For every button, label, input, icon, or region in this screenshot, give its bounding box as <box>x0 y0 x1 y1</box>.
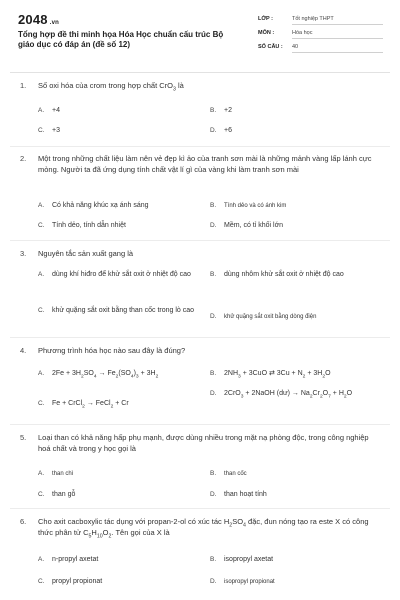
option-c[interactable]: C. Fe + CrCl$_2$ → FeCl$_2$ + Cr <box>38 400 129 410</box>
question-number: 1. <box>20 81 27 90</box>
option-b[interactable]: B. Tính dẻo và có ánh kim <box>210 202 287 209</box>
question-stem <box>20 516 380 538</box>
question-number: 4. <box>20 346 27 355</box>
option-c[interactable]: C. Tính dẻo, tính dẫn nhiệt <box>38 222 126 229</box>
option-a[interactable]: A. $2Fe + 3H_2SO_4 \to Fe_2(SO_4)_3 + 3H_2$ <box>38 370 159 380</box>
option-a[interactable]: A. Có khả năng khúc xạ ánh sáng <box>38 202 149 209</box>
exam-meta <box>258 13 383 55</box>
question-divider <box>10 508 390 509</box>
site-logo[interactable]: 2048 .vn <box>18 12 60 27</box>
question-text: Phương trình hóa học nào sau đây là đúng? <box>38 346 186 355</box>
question-number: 5. <box>20 433 27 442</box>
question-4 <box>20 345 380 410</box>
meta-label: SỐ CÂU : <box>258 44 283 50</box>
question-divider <box>10 424 390 425</box>
question-stem <box>20 345 380 356</box>
option-b[interactable]: B. dùng nhôm khử sắt oxit ở nhiệt độ cao <box>210 271 344 278</box>
question-text: Một trong những chất liệu làm nên vẻ đẹp kì ảo của tranh sơn mài là những mảnh vàng lấp lánh cực mỏng. Người ta đã ứng dụng tính chất vật lí gì của vàng khi làm tranh sơn mài <box>38 154 372 174</box>
question-number: 2. <box>20 154 27 163</box>
option-a[interactable]: A. than chì <box>38 470 74 477</box>
option-b[interactable]: B. $2NH_3 + 3CuO$ ⇄ $3Cu + N_2 + 3H_2O$ <box>210 370 331 380</box>
option-d[interactable]: D. Mềm, có tỉ khối lớn <box>210 222 284 229</box>
meta-underline <box>292 52 383 53</box>
option-b[interactable]: B. isopropyl axetat <box>210 556 274 563</box>
meta-class-row <box>258 13 383 27</box>
option-d[interactable]: D. isopropyl propionat <box>210 578 275 585</box>
option-a[interactable]: A. dùng khí hiđro để khử sắt oxit ở nhiệt độ cao <box>38 271 191 278</box>
option-c[interactable]: C. +3 <box>38 127 60 134</box>
question-stem <box>20 432 380 454</box>
question-stem <box>20 248 380 259</box>
question-stem <box>20 153 380 175</box>
option-b[interactable]: B. +2 <box>210 107 232 114</box>
question-text: Nguyên tắc sản xuất gang là <box>38 249 134 258</box>
option-a[interactable]: A. n-propyl axetat <box>38 556 99 563</box>
question-number: 6. <box>20 517 27 526</box>
option-b[interactable]: B. than cốc <box>210 470 247 477</box>
option-c[interactable]: C. propyl propionat <box>38 578 103 585</box>
meta-value: Hóa học <box>292 30 313 36</box>
option-d[interactable]: D. khử quặng sắt oxit bằng dòng điện <box>210 313 317 320</box>
question-divider <box>10 146 390 147</box>
meta-subject-row <box>258 27 383 41</box>
header-divider <box>10 72 390 73</box>
question-divider <box>10 337 390 338</box>
option-c[interactable]: C. khử quặng sắt oxit bằng than cốc trong lò cao <box>38 307 195 314</box>
meta-label: MÔN : <box>258 30 275 36</box>
question-stem <box>20 80 380 91</box>
meta-underline <box>292 38 383 39</box>
option-d[interactable]: D. 2CrO$_3$ + 2NaOH (dư) → $Na_2Cr_2O_7 + H_2O$ <box>210 390 353 400</box>
meta-underline <box>292 24 383 25</box>
option-d[interactable]: D. than hoạt tính <box>210 491 267 498</box>
header <box>18 12 382 68</box>
meta-value: 40 <box>292 44 299 50</box>
question-6 <box>20 516 380 585</box>
question-5 <box>20 432 380 498</box>
meta-value: Tốt nghiệp THPT <box>292 16 334 22</box>
meta-label: LỚP : <box>258 16 273 22</box>
question-text: Loại than có khả năng hấp phụ mạnh, được dùng nhiều trong mặt nạ phòng độc, trong công nghiệp hoá chất và trong y học gọi là <box>38 433 369 453</box>
question-text: Số oxi hóa của crom trong hợp chất CrO$_3$ là <box>38 81 184 93</box>
question-number: 3. <box>20 249 27 258</box>
question-2 <box>20 153 380 229</box>
question-divider <box>10 240 390 241</box>
meta-count-row <box>258 41 383 55</box>
question-text: Cho axit cacboxylic tác dụng với propan-2-ol có xúc tác $H_2SO_4$ đặc, đun nóng tạo ra este X có công thức phân tử $C_5H_{10}O_2$. Tên gọi của X là <box>38 517 369 540</box>
page-title: Tổng hợp đề thi minh họa Hóa Học chuẩn cấu trúc Bộ giáo dục có đáp án (đề số 12) <box>18 30 224 49</box>
question-1 <box>20 80 380 134</box>
question-3 <box>20 248 380 320</box>
option-d[interactable]: D. +6 <box>210 127 232 134</box>
option-a[interactable]: A. +4 <box>38 107 60 114</box>
option-c[interactable]: C. than gỗ <box>38 491 76 498</box>
